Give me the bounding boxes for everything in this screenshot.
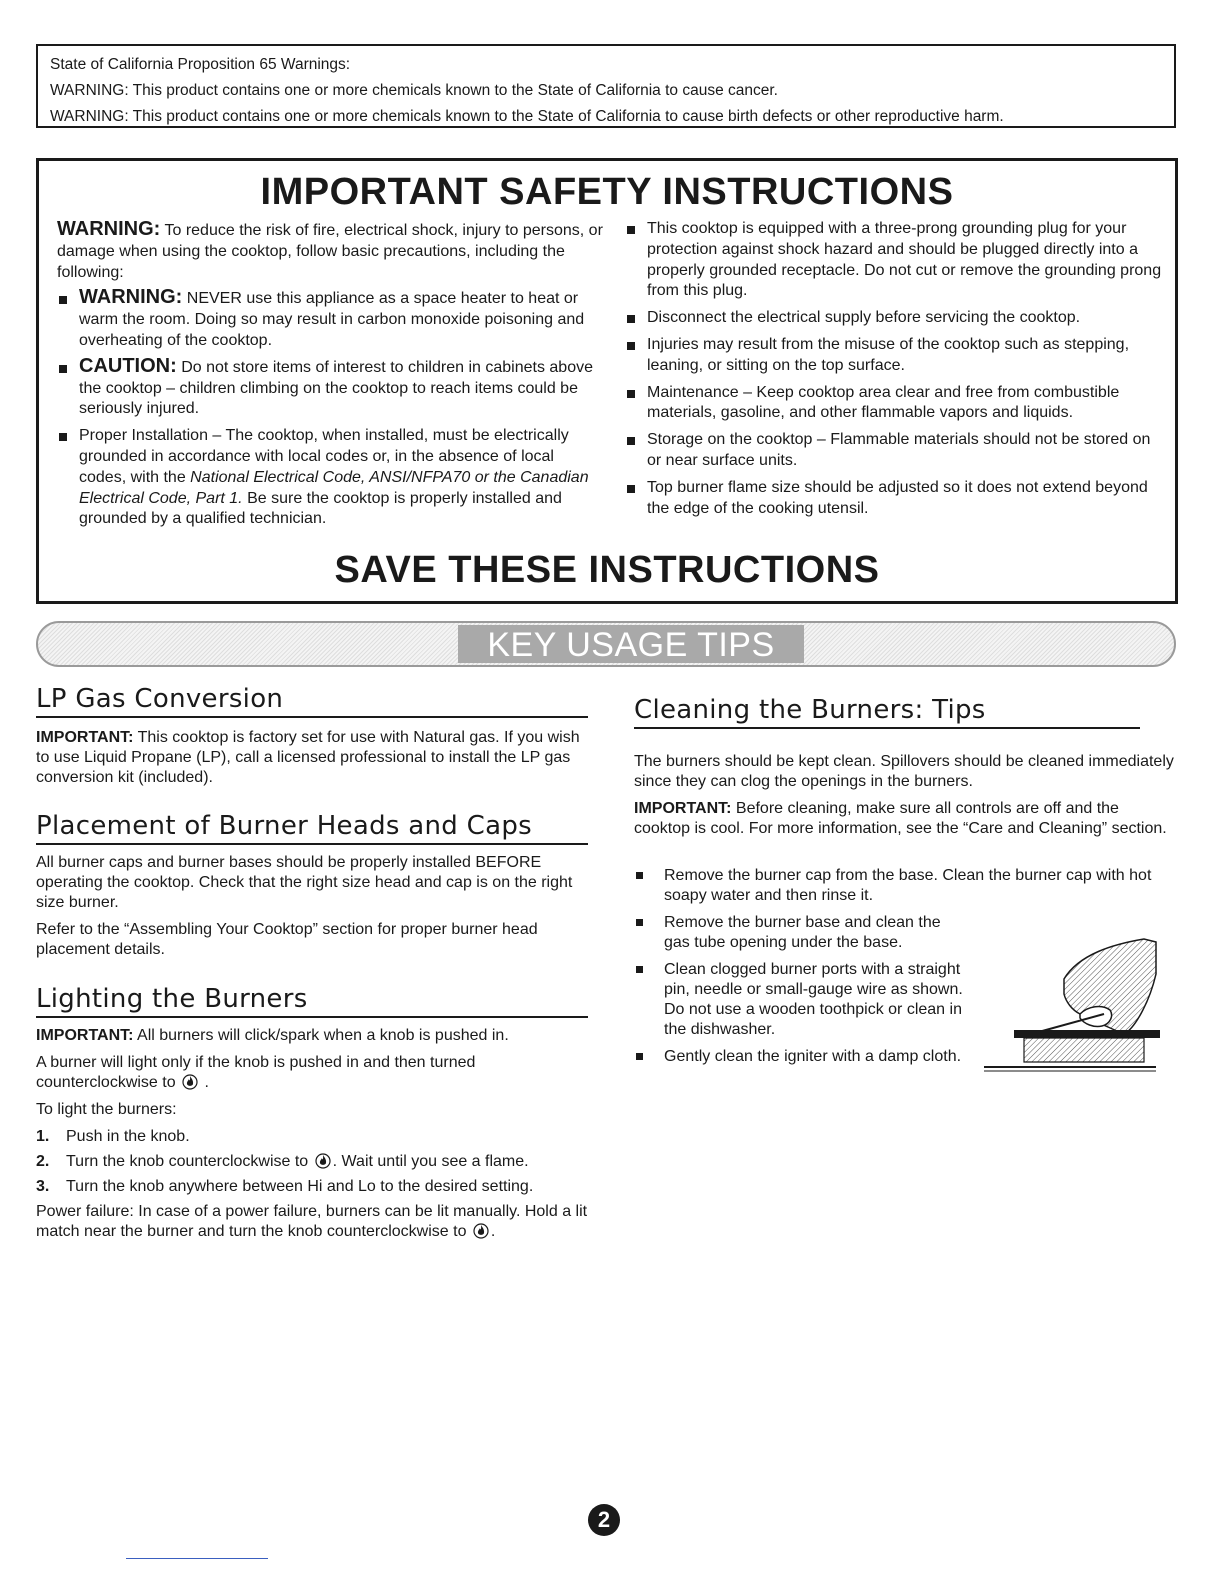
list-item: Remove the burner base and clean the gas tube opening under the base. (634, 913, 964, 953)
flame-icon (182, 1073, 198, 1090)
safety-left-column (57, 219, 605, 530)
lp-heading: LP Gas Conversion (36, 684, 588, 718)
lp-body: IMPORTANT: This cooktop is factory set for use with Natural gas. If you wish to use Liquid Propane (LP), call a licensed professional to install the LP gas conversion kit (included). (36, 729, 580, 786)
cleaning-body: The burners should be kept clean. Spillovers should be cleaned immediately since they can clog the openings in the burners. IMPORTANT: Before cleaning, make sure all controls are off and the cooktop is cool. For more information, see the “Care and Cleaning” section. (634, 753, 1174, 837)
prop65-line: WARNING: This product contains one or more chemicals known to the State of California to cause cancer. (50, 82, 778, 99)
safety-item: Storage on the cooktop – Flammable materials should not be stored on or near surface units. (625, 430, 1165, 472)
safety-title: IMPORTANT SAFETY INSTRUCTIONS (260, 171, 954, 213)
list-item: 3. Turn the knob anywhere between Hi and Lo to the desired setting. (36, 1178, 534, 1195)
lighting-body: IMPORTANT: All burners will click/spark when a knob is pushed in. A burner will light only if the knob is pushed in and then turned counterclockwise to . To light the burners: 1. Push in the knob. 2. Turn the knob counterclockwise to . Wait until you see a flame. 3. Turn the knob anywhere between Hi and Lo to the desired setting. Power failure: In case of a power failure, burners can be lit manually. Hold a lit match near the burner and turn the knob counterclockwise to . (36, 1026, 596, 1249)
prop65-line: WARNING: This product contains one or more chemicals known to the State of California to cause birth defects or other reproductive harm. (50, 108, 1004, 125)
safety-box (36, 158, 1178, 604)
placement-body: All burner caps and burner bases should be properly installed BEFORE operating the cooktop. Check that the right size head and cap is on the right size burner. Refer to the “Assembling Your Cooktop” section for proper burner head placement details. (36, 854, 573, 958)
save-instructions-title: SAVE THESE INSTRUCTIONS (334, 549, 880, 591)
list-item: Remove the burner cap from the base. Clean the burner cap with hot soapy water and then rinse it. (634, 866, 1174, 906)
safety-item: Injuries may result from the misuse of the cooktop such as stepping, leaning, or sitting on the top surface. (625, 335, 1165, 377)
cleaning-burner-illustration (984, 934, 1160, 1074)
prop65-title: State of California Proposition 65 Warnings: (50, 56, 351, 73)
page-number: 2 (588, 1504, 620, 1536)
intro-warning-label: WARNING: (57, 218, 161, 240)
safety-intro (57, 219, 605, 283)
lighting-steps (36, 1127, 596, 1197)
flame-icon (473, 1222, 489, 1239)
placement-heading: Placement of Burner Heads and Caps (36, 811, 588, 845)
list-item: 2. Turn the knob counterclockwise to . Wait until you see a flame. (36, 1153, 529, 1170)
list-item: 1. Push in the knob. (36, 1128, 190, 1145)
safety-right-column (625, 219, 1165, 519)
list-item: Gently clean the igniter with a damp cloth. (634, 1047, 964, 1067)
flame-icon (315, 1152, 331, 1169)
banner-label: KEY USAGE TIPS (458, 625, 804, 663)
safety-item-installation: Proper Installation – The cooktop, when installed, must be electrically grounded in accordance with local codes or, in the absence of local codes, with the National Electrical Code, ANSI/NFPA70 or the Canadian Electrical Code, Part 1. Be sure the cooktop is properly installed and grounded by a qualified technician. (57, 426, 605, 530)
safety-item-caution: CAUTION: Do not store items of interest to children in cabinets above the cooktop – children climbing on the cooktop to reach items could be seriously injured. (57, 356, 605, 420)
intro-text: To reduce the risk of fire, electrical shock, injury to persons, or damage when using the cooktop, follow basic precautions, including the following: (57, 222, 603, 281)
safety-item: Maintenance – Keep cooktop area clear and free from combustible materials, gasoline, and other flammable vapors and liquids. (625, 383, 1165, 425)
safety-item-warning: WARNING: NEVER use this appliance as a space heater to heat or warm the room. Doing so may result in carbon monoxide poisoning and overheating of the cooktop. (57, 287, 605, 351)
lighting-heading: Lighting the Burners (36, 984, 588, 1018)
safety-item: This cooktop is equipped with a three-prong grounding plug for your protection against shock hazard and should be plugged directly into a properly grounded receptacle. Do not cut or remove the grounding prong from this plug. (625, 219, 1165, 302)
list-item: Clean clogged burner ports with a straight pin, needle or small-gauge wire as shown. Do not use a wooden toothpick or clean in the dishwasher. (634, 960, 964, 1040)
cleaning-heading: Cleaning the Burners: Tips (634, 695, 1140, 729)
prop65-box (36, 44, 1176, 128)
footer-rule (126, 1558, 268, 1559)
key-usage-tips-banner (36, 621, 1176, 667)
safety-item: Top burner flame size should be adjusted so it does not extend beyond the edge of the cooking utensil. (625, 478, 1165, 520)
safety-item: Disconnect the electrical supply before servicing the cooktop. (625, 308, 1165, 329)
